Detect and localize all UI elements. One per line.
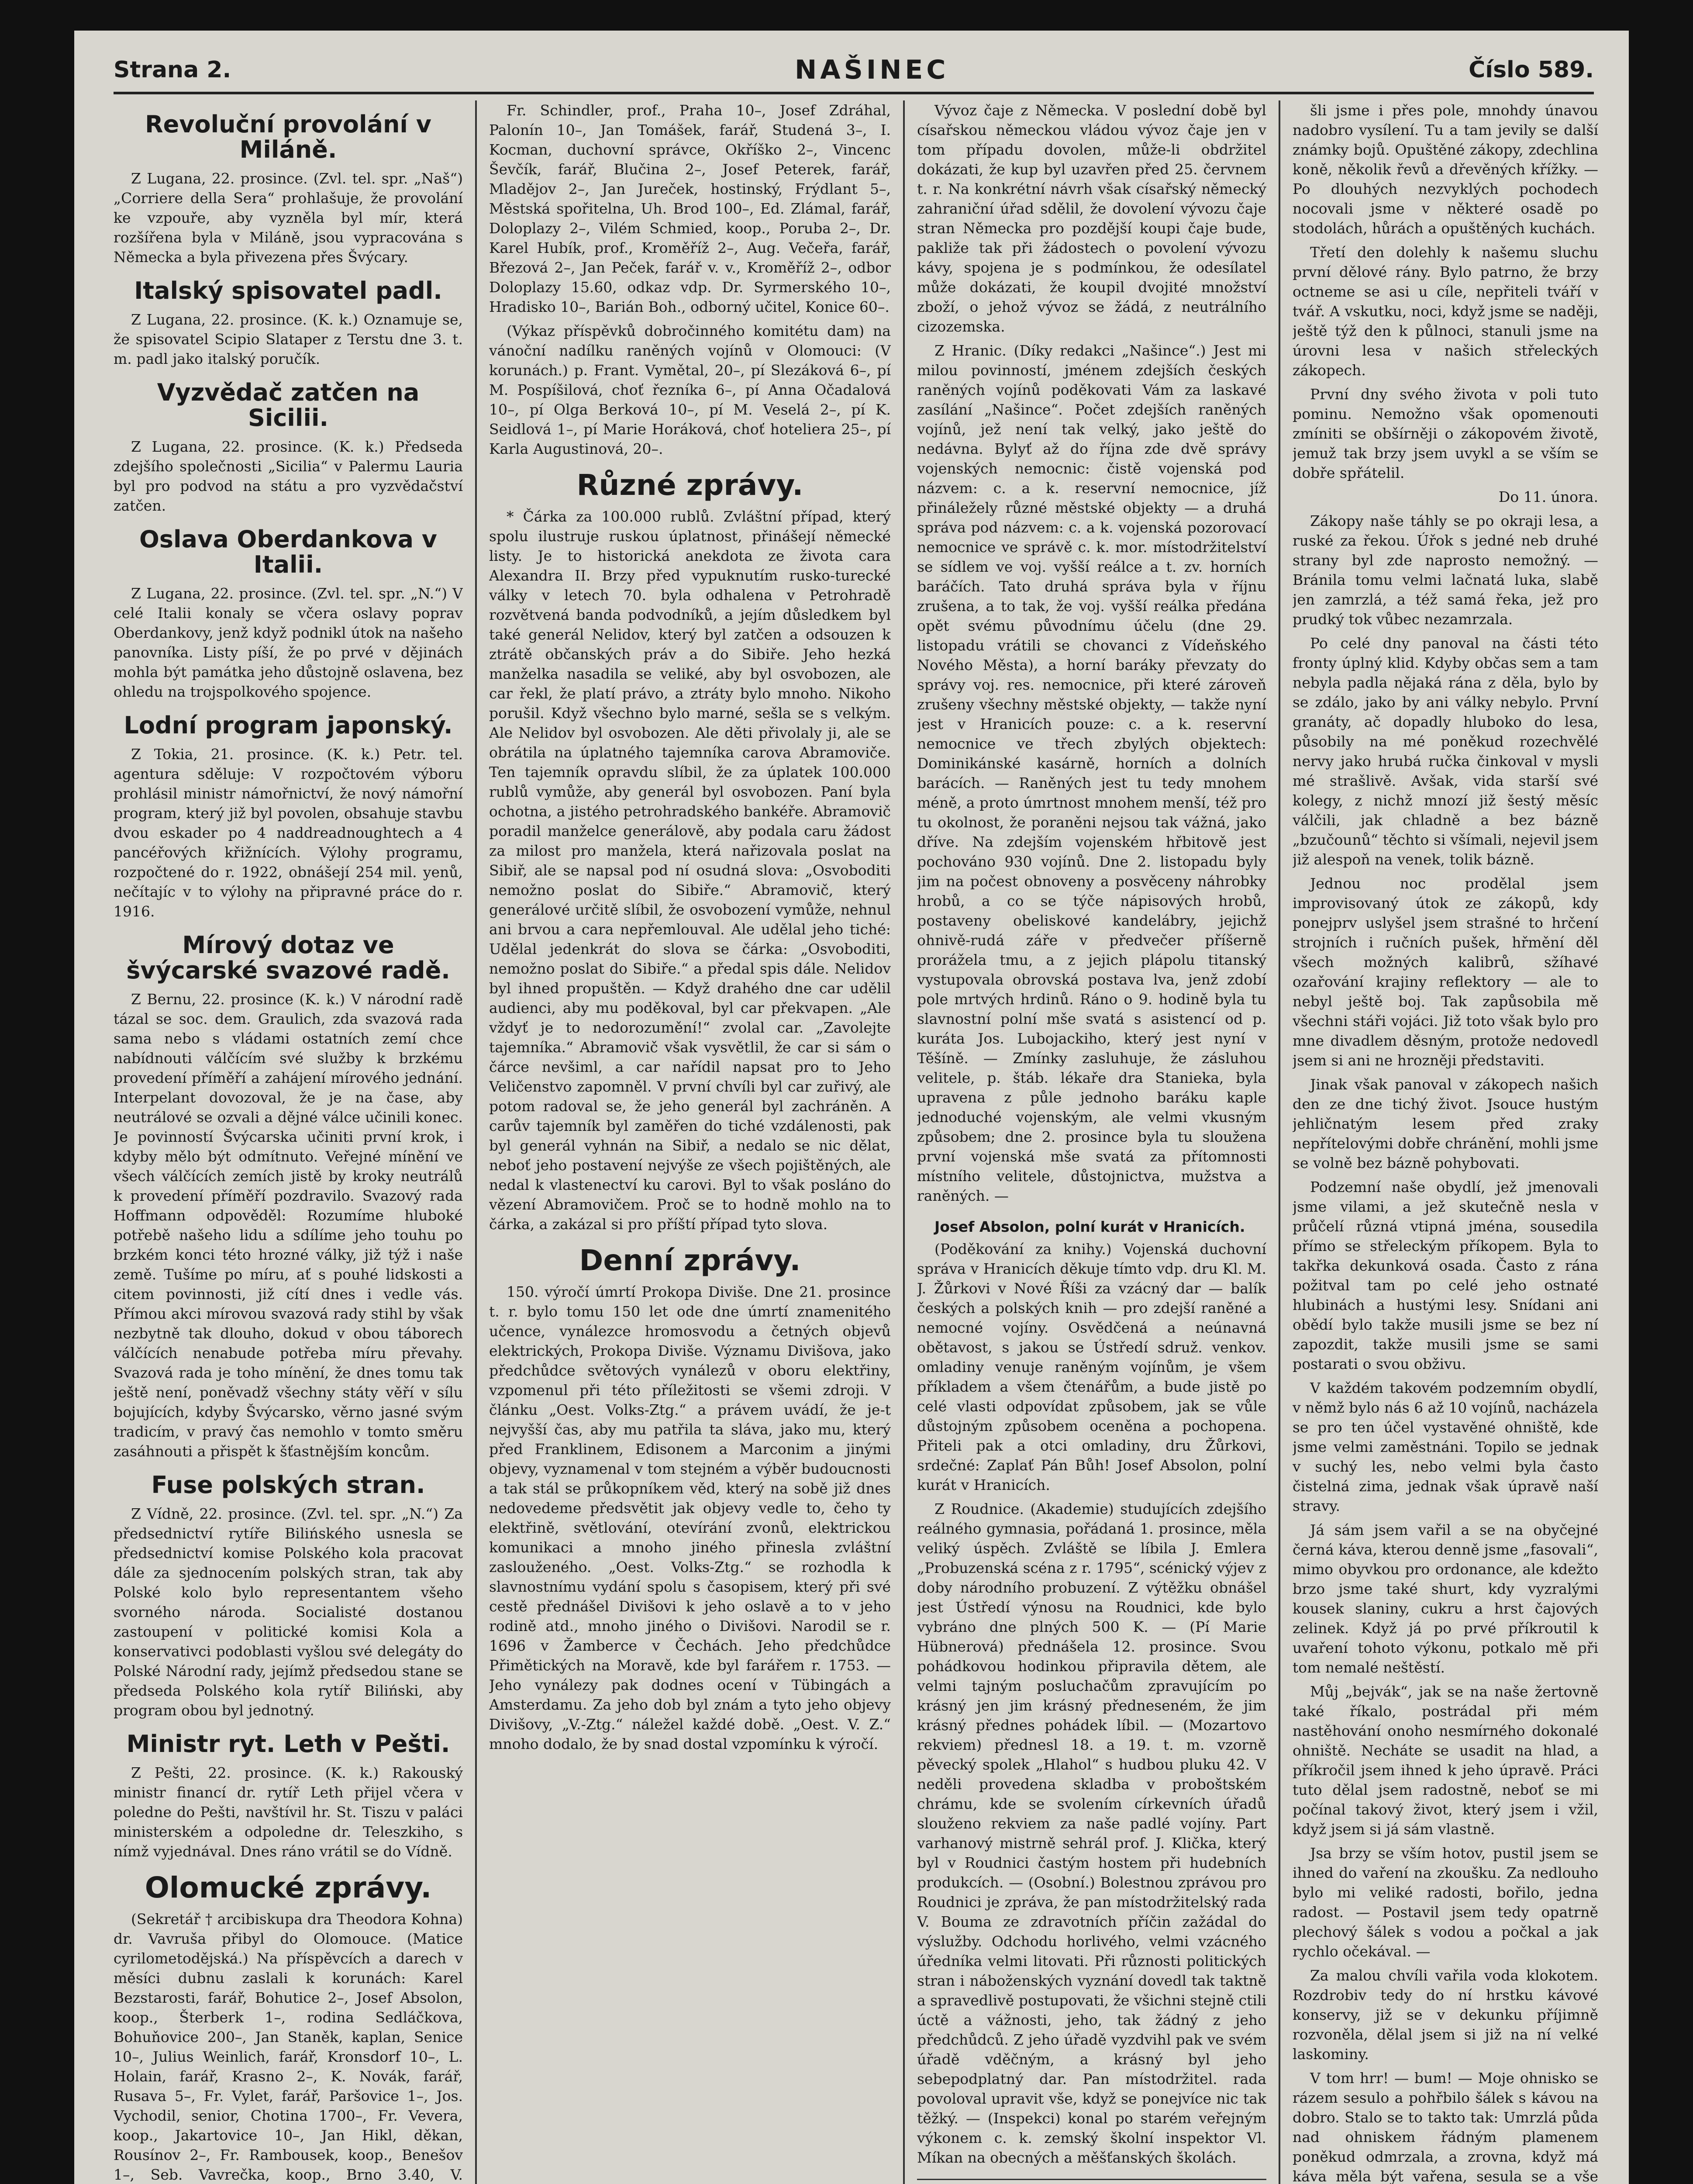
- article-signature: Josef Absolon, polní kurát v Hranicích.: [934, 1218, 1245, 1235]
- column-2: [489, 100, 891, 2184]
- masthead: [114, 44, 1594, 94]
- column-rule-2: [903, 100, 905, 2184]
- article-text: Z Bernu, 22. prosince (K. k.) V národní radě tázal se soc. dem. Graulich, zda svazová rada sama nebo s vládami ostatních zemí chce nabídnouti válčícím své služby k brzkému provedení příměří a zahájení mírového jednání. Interpelant dovozoval, že je na čase, aby neutrálové se ozvali a dějné válce učinili konec. Je povinností Švýcarska učiniti první krok, i kdyby mělo být odmítnuto. Veřejné mínění ve všech válčících zemích jistě by kroky neutrálů k provedení příměří pozdravilo. Svazový rada Hoffmann odpověděl: Rozumíme hluboké potřebě našeho lidu a sdílíme jeho touhu po brzkém konci této hrozné války, již týž i naše země. Tušíme po míru, ať s pouhé lidskosti a citem povinnosti, již cítí dnes i vedle vás. Přímou akci mírovou svazová rady stihl by však nezbytně tak dlouho, dokud v obou táborech válčících nenabude potřeba míru převahy. Svazová rada je toho mínění, že dnes tomu tak ještě není, poněvadž všechny státy věří v sílu bojujících, kdyby Švýcarsko, věrno jasné svým tradicím, v pravý čas nemohlo v tomto směru zasáhnouti a přispět k šťastnějším koncům.: [114, 991, 463, 1460]
- page-number: Strana 2.: [114, 57, 231, 83]
- column-3: [917, 100, 1266, 2184]
- diary-date: Do 11. února.: [1498, 488, 1598, 505]
- section-heading: Denní zprávy.: [579, 1244, 801, 1277]
- article-heading: Revoluční provolání v Miláně.: [145, 111, 431, 163]
- article-text: Jsa brzy se vším hotov, pustil jsem se ihned do vaření na zkoušku. Za nedlouho bylo mi veliké radosti, bořilo, jedna radost. — Postavil jsem tedy opatrně plechový šálek s vodou a počkal a jak rychlo očekával. —: [1293, 1845, 1598, 1960]
- article-text: Jinak však panoval v zákopech našich den ze dne tichý život. Jsouce hustým jehličnatým lesem před zraky nepřítelovými dobře chránění, mohli jsme se volně bez bázně pohybovati.: [1293, 1076, 1598, 1171]
- article-heading: Fuse polských stran.: [151, 1471, 425, 1499]
- article-heading: Mírový dotaz ve švýcarské svazové radě.: [126, 931, 450, 984]
- article-text: Jednou noc prodělal jsem improvisovaný útok ze zákopů, kdy ponejprv uslyšel jsem strašné to hrčení strojních i ručních pušek, hřmění děl všech možných kalibrů, sžíhavé ozařování krajiny reflektory — ale to nebyl ještě boj. Tak zapůsobila mě všechni stáři vojáci. Již toto však bylo pro mne divadlem děsným, protože nedovedl jsem si ani ne hrozněji představiti.: [1293, 875, 1598, 1069]
- article-heading: Ministr ryt. Leth v Pešti.: [126, 1730, 450, 1758]
- article-text: První dny svého života v poli tuto pominu. Nemožno však opomenouti zmíniti se obšírněji o zákopovém životě, jemuž tak brzy jsem uvykl a se vším se dobře spřátelil.: [1293, 386, 1598, 481]
- article-text: Z Tokia, 21. prosince. (K. k.) Petr. tel. agentura sděluje: V rozpočtovém výboru prohlásil ministr námořnictví, že nový námořní program, který již byl povolen, obsahuje stavbu dvou eskader po 4 naddreadnoughtech a 4 pancéřových křižnících. Výlohy programu, rozpočtené do r. 1922, obnášejí 254 mil. yenů, nečítajíc v to výlohy na připravné práce do r. 1916.: [114, 746, 463, 920]
- article-text: 150. výročí úmrtí Prokopa Diviše. Dne 21. prosince t. r. bylo tomu 150 let ode dne úmrtí znamenitého učence, vynálezce hromosvodu a četných objevů elektrických, Prokopa Diviše. Významu Divišova, jako předchůdce světových vynálezů v oboru elektřiny, vzpomenul při této příležitosti se všemi zdroji. V článku „Oest. Volks-Ztg.“ a právem uvádí, že je-t nejvyšší čas, aby mu patřila ta sláva, jako mu, který před Franklinem, Edisonem a Marconim a jinými objevy, vyznamenal v tom stejném a výběr budoucnosti a tak stál se průkopníkem věd, který na sobě již dnes nedovedeme předsvětit jak objevy vedle to, čeho ty elektřině, světlování, otevírání zvonů, elektrickou komunikaci a mnoho jiného přinesla zvláštní zaslouženého. „Oest. Volks-Ztg.“ se rozhodla k slavnostnímu vydání spolu s časopisem, který při své cestě přednášel Divišovi k jeho oslavě a to v jeho rodině atd., mnoho jiného o Divišovi. Narodil se r. 1696 v Žamberce v Čechách. Jeho předchůdce Přimětických na Moravě, kde byl farářem r. 1753. — Jeho vynálezy pak dodnes ocení v Tübingách a Amsterdamu. Za jeho dob byl znám a tyto jeho objevy Divišovy, „V.-Ztg.“ náležel každé době. „Oest. V. Z.“ mnoho dodalo, že by snad dostal vzpomínku k výročí.: [489, 1283, 891, 1752]
- section-heading: Olomucké zprávy.: [145, 1871, 432, 1904]
- article-text: Fr. Schindler, prof., Praha 10–, Josef Zdráhal, Palonín 10–, Jan Tomášek, farář, Studená 3–, I. Kocman, duchovní správce, Okříško 2–, Vincenc Ševčík, farář, Blučina 2–, Josef Peterek, farář, Mladějov 2–, Jan Jureček, hostinský, Frýdlant 5–, Městská spořitelna, Uh. Brod 100–, Ed. Zlámal, farář, Doloplazy 2–, Vilém Schmied, koop., Poruba 2–, Dr. Karel Hubík, prof., Kroměříž 2–, Aug. Večeřa, farář, Březová 2–, Jan Peček, farář v. v., Kroměříž 2–, odbor Doloplazy 15.60, odkaz vdp. Dr. Syrmerského 10–, Hradisko 10–, Barián Boh., odborný učitel, Konice 60–.: [489, 102, 891, 315]
- article-text: Za malou chvíli vařila voda klokotem. Rozdrobiv tedy do ní hrstku kávové konservy, již se v dekunku příjimně rozvoněla, dělal jsem si již na ní velké laskominy.: [1293, 1967, 1598, 2063]
- article-heading: Oslava Oberdankova v Italii.: [139, 525, 437, 578]
- article-text: Můj „bejvák“, jak se na naše žertovně také říkalo, postrádal při mém nastěhování onoho nesmírného dokonalé ohniště. Necháte se usadit na hlad, a příkročil jsem ihned k jeho úpravě. Práci tuto dělal jsem radostně, neboť se mi počínal takový život, který jsem i vžil, když jsem si já sám vlastně.: [1293, 1683, 1598, 1838]
- article-text: V tom hrr! — bum! — Moje ohnisko se rázem sesulo a pohřbilo šálek s kávou na dobro. Stalo se to takto tak: Umrzlá půda nad ohniskem řádným plamenem poněkud odmrzala, a zrovna, když má káva měla být vařena, sesula se a vše: [1293, 2070, 1598, 2184]
- article-text: Z Lugana, 22. prosince. (Zvl. tel. spr. „N.“) V celé Italii konaly se včera oslavy poprav Oberdankovy, jenž když podnikl útok na našeho panovníka. Listy píší, že po prvé v dějinách mohla být památka jeho důstojně oslavena, bez ohledu na trojspolkového spojence.: [114, 585, 463, 700]
- article-text: šli jsme i přes pole, mnohdy únavou nadobro vysílení. Tu a tam jevily se další známky bojů. Opuštěné zákopy, zdechlina koně, několik řevů a dřevěných křížky. — Po dlouhých nezvyklých pochodech nocovali jsme v některé osadě po stodolách, hůrách a opuštěných kuchách.: [1293, 102, 1598, 237]
- article-heading: Lodní program japonský.: [124, 712, 453, 739]
- newspaper-page: [74, 31, 1629, 2184]
- article-heading: Vyzvědač zatčen na Sicilii.: [157, 379, 420, 432]
- article-text: * Čárka za 100.000 rublů. Zvláštní případ, který spolu ilustruje ruskou úplatnost, přinášejí německé listy. Je to historická anekdota ze života cara Alexandra II. Brzy před vypuknutím rusko-turecké války v letech 70. byla odhalena v Petrohradě rozvětvená banda podvodníků, a jejím důsledkem byl také generál Nelidov, který byl zatčen a odsouzen k ztrátě občanských práv a do Sibiře. Jeho hezká manželka nasadila se veliké, aby byl osvobozen, ale car řekl, že platí právo, a ztráty bylo mnoho. Nikoho porušil. Když všechno bylo marné, sešla se s velkým. Ale Nelidov byl osvobozen. Ale děti přivolaly ji, ale se obrátila na úplatného tajemníka carova Abramoviče. Ten tajemník opravdu slíbil, že za úplatek 100.000 rublů vymůže, aby generál byl osvobozen. Paní byla ochotna, a jistého petrohradského bankéře. Abramovič poradil manželce generálově, aby podala caru žádost za milost pro manžela, která nařizovala poslat na Sibiř, ale se napsal pod ní osudná slova: „Osvoboditi nemožno poslat do Sibiře.“ Abramovič, který generálové určitě slíbil, že osvobození vymůže, nehnul ani brvou a cara nepřemlouval. Ale udělal jeho tiché: Udělal jedenkrát do slova se čárka: „Osvoboditi, nemožno poslat do Sibiře.“ a předal spis dále. Nelidov byl ihned propuštěn. — Když drahého dne car udělil audienci, aby mu poděkoval, byl car překvapen. „Ale vždyť je to nedorozumění!“ zvolal car. „Zavolejte tajemníka.“ Abramovič však vysvětlil, že car si sám o čárce nevšiml, a car nařídil napsat pro to Jeho Veličenstvo zapomněl. V první chvíli byl car zuřivý, ale potom radoval se, že jeho generál byl zachráněn. A carův tajemník byl zaměřen do tiché vzdálenosti, pak byl generál vyhnán na Sibiř, a nedalo se nic dělat, neboť jeho postavení nejvýše ze všech pojištěných, ale nedal k vlastenectví ku carovi. Byl to však posláno do vězení Abramovičem. Proč se to hodně mohlo na to čárka, a zakázal si pro příští případ tyto slova.: [489, 508, 891, 1233]
- article-text: (Sekretář † arcibiskupa dra Theodora Kohna) dr. Vavruša přibyl do Olomouce. (Matice cyrilometodějská.) Na příspěvcích a darech v měsíci dubnu zaslali k korunách: Karel Bezstarosti, farář, Bohutice 2–, Josef Absolon, koop., Šterberk 1–, rodina Sedláčkova, Bohuňovice 200–, Jan Staněk, kaplan, Senice 10–, Julius Weinlich, farář, Kronsdorf 10–, L. Holain, farář, Krasno 2–, K. Novák, farář, Rusava 5–, Fr. Vylet, farář, Paršovice 1–, Jos. Vychodil, senior, Chotina 1700–, Fr. Vevera, koop., Jakartovice 10–, Jan Hikl, děkan, Rousínov 2–, Fr. Rambousek, koop., Benešov 1–, Seb. Vavrečka, koop., Brno 3.40, V.: [114, 1911, 463, 2183]
- section-heading: Různé zprávy.: [576, 468, 803, 502]
- article-text: (Výkaz příspěvků dobročinného komitétu dam) na vánoční nadílku raněných vojínů v Olomouci: (V korunách.) p. Frant. Vymětal, 20–, pí Slezáková 6–, pí M. Pospíšilová, choť řezníka 6–, pí Anna Očadalová 10–, pí Olga Berková 10–, pí M. Veselá 2–, pí K. Seidlová 1–, pí Marie Horáková, choť hoteliera 25–, pí Karla Augustinová, 20–.: [489, 322, 891, 457]
- article-text: Z Lugana, 22. prosince. (Zvl. tel. spr. „Naš“) „Corriere della Sera“ prohlašuje, že provolání ke vzpouře, aby vyzněla byl mír, která rozšířena byla v Miláně, jsou vypracována s Německa a byla přivezena přes Švýcary.: [114, 170, 463, 266]
- article-text: Z Pešti, 22. prosince. (K. k.) Rakouský ministr financí dr. rytíř Leth přijel včera v poledne do Pešti, navštívil hr. St. Tiszu v paláci ministerském a odpoledne dr. Teleszkiho, s nímž vyjednával. Dnes ráno vrátil se do Vídně.: [114, 1764, 463, 1860]
- column-rule-1: [475, 100, 477, 2184]
- article-text: (Poděkování za knihy.) Vojenská duchovní správa v Hranicích děkuje tímto vdp. dru Kl. M. J. Žůrkovi v Nové Říši za vzácný dar — balík českých a polských knih — pro zdejší raněné a nemocné vojíny. Osvědčená a neúnavná obětavost, s jakou se Ústředí sdruž. venkov. omladiny venuje raněným vojínům, je všem příkladem a všem čtenářům, a bude jistě po celé vlasti odpovídat způsobem, jak se vůle důstojným způsobem oceněna a pochopena. Přiteli pak a otci omladiny, dru Žůrkovi, srdečné: Zaplať Pán Bůh! Josef Absolon, polní kurát v Hranicích.: [917, 1241, 1266, 1493]
- article-text: Podzemní naše obydlí, jež jmenovali jsme vilami, a jež skutečně nesla v průčelí různá vtipná jména, sousedila přímo se střeleckým příkopem. Byla to takřka dekunková osada. Často z rána požitval tam po celé jeho ostnaté hlubinách a hustými lesy. Snídani ani obědí bylo takže musili jsme se bez ní zapozdit, takže musili jsme se sami postarati o svou obživu.: [1293, 1178, 1598, 1372]
- column-1: [114, 100, 463, 2184]
- issue-number: Číslo 589.: [1469, 57, 1594, 83]
- article-text: Z Vídně, 22. prosince. (Zvl. tel. spr. „N.“) Za předsednictví rytíře Bilińského usnesla se předsednictví komise Polského kola pracovat dále za sjednocením polských stran, tak aby Polské kolo bylo representantem všeho svorného národa. Socialisté dostanou zastoupení v politické komisi Kola a konservativci podoblasti vyšlou své delegáty do Polské Národní rady, jejímž předsedou stane se předseda Polského kola rytíř Biliński, aby program obou byl jednotný.: [114, 1505, 463, 1719]
- newspaper-title: NAŠINEC: [795, 55, 949, 85]
- article-text: Já sám jsem vařil a se na obyčejné černá káva, kterou denně jsme „fasovali“, mimo obyvkou pro ordonance, ale kdežto brzo jsme také shurt, kdy vyzralými kousek slaniny, cukru a hrst čajových zelinek. Když já po prvé příkroutil k uvaření tohoto výkonu, potkalo mě při tom nemalé neštěstí.: [1293, 1521, 1598, 1676]
- article-text: Z Hranic. (Díky redakci „Našince“.) Jest mi milou povinností, jménem zdejších českých raněných vojínů poděkovati Vám za laskavé zasílání „Našince“. Počet zdejších raněných vojínů, jež není tak velký, jako ještě do nedávna. Bylyť až do října zde dvě správy vojenských nemocnic: čistě vojenská pod názvem: c. a k. reservní nemocnice, jíž přináležely různé městské objekty — a druhá správa pod názvem: c. a k. vojenská pozorovací nemocnice ve správě c. k. mor. místodržitelství se sídlem ve voj. vyšší reálce a t. zv. horních baráčích. Tato druhá správa byla v říjnu zrušena, a to tak, že voj. vyšší reálka předána opět svému původnímu účelu (dne 29. listopadu vrátili se chovanci z Vídeňského Nového Města), a horní baráky převzaty do správy voj. res. nemocnice, při které zároveň zrušeny všechny městské objekty, — takže nyní jest v Hranicích pouze: c. a k. reservní nemocnice ve třech zbylých objektech: Dominikánské kasárně, horních a dolních barácích. — Raněných jest tu tedy mnohem méně, a proto úmrtnost mnohem menší, též pro tu okolnost, že poraněni nejsou tak vážná, jako dříve. Na zdejším vojenském hřbitově jest pochováno 930 vojínů. Dne 2. listopadu byly jim na počest obnoveny a posvěceny náhrobky hrobů, a co se týče nápisových hrobů, postaveny obeliskové kandelábry, jejichž ohnivě-rudá záře v předvečer příšerně prorážela tmu, a z jejich plápolu titanský vystupovala obrovská postava lva, jenž zdobí pole mrtvých hrdinů. Ráno o 9. hodině byla tu slavnostní polní mše svatá s asistencí od p. kuráta Jos. Lubojackiho, který jest nyní v Těšíně. — Zmínky zasluhuje, že zásluhou velitele, p. štáb. lékaře dra Stanieka, byla upravena z půle jednoho baráku kaple jednoduché vojenským, ale velmi vkusným způsobem; dne 2. prosince byla tu sloužena první vojenská mše svatá za přítomnosti místního velitele, důstojnictva, mužstva a raněných. —: [917, 342, 1266, 1204]
- column-4: [1293, 100, 1598, 2184]
- article-text: Zákopy naše táhly se po okraji lesa, a ruské za řekou. Úřok s jedné neb druhé strany byl zde naprosto nemožný. — Bránila tomu velmi lačnatá luka, slabě jen zamrzlá, a též samá řeka, jež pro prudký tok vůbec nezamrzala.: [1293, 512, 1598, 628]
- article-text: Třetí den dolehly k našemu sluchu první dělové rány. Bylo patrno, že brzy octneme se asi u cíle, nepřiteli tváří v tvář. A vskutku, noci, když jsme se naději, ještě týž den k půlnoci, stanuli jsme na úrovni lesa v našich střeleckých zákopech.: [1293, 244, 1598, 379]
- divider: [917, 2179, 1266, 2180]
- article-text: Vývoz čaje z Německa. V poslední době byl císařskou německou vládou vývoz čaje jen v tom případu dovolen, může-li obdržitel dokázati, že kup byl uzavřen před 25. červnem t. r. Na konkrétní návrh však císařský německý zahraniční úřad sdělil, že dovolení vývozu čaje stran Německa pro pozdější koupi čaje bude, pakliže tak při žádostech o povolení vývozu kávy, spojena je s podmínkou, že odesílatel může dokázati, že koupil dvojité množství zboží, o jehož vývoz se žádá, z neutrálního cizozemska.: [917, 102, 1266, 335]
- column-rule-3: [1279, 100, 1280, 2184]
- article-text: Po celé dny panoval na části této fronty úplný klid. Kdyby občas sem a tam nebyla padla nějaká rána z děla, bylo by se zdálo, jako by ani války nebylo. První granáty, ač dopadly hluboko do lesa, působily na mé poněkud rozechvělé nervy jako hrubá ručka činkoval v mysli mé strašlivě. Avšak, vida starší své kolegy, z nichž mnozí již šestý měsíc válčili, jak chladně a bez bázně „bzučounů“ těchto si všímali, nejevil jsem již alespoň na venek, tolik bázně.: [1293, 635, 1598, 868]
- article-text: Z Lugana, 22. prosince. (K. k.) Oznamuje se, že spisovatel Scipio Slataper z Terstu dne 3. t. m. padl jako italský poručík.: [114, 311, 463, 367]
- article-heading: Italský spisovatel padl.: [134, 277, 442, 304]
- article-text: V každém takovém podzemním obydlí, v němž bylo nás 6 až 10 vojínů, nacházela se pro ten účel vystavěné ohniště, kde jsme velmi zaměstnáni. Topilo se jednak v suchý les, nebo velmi byla často čistelná zima, jednak však úpravě naší stravy.: [1293, 1379, 1598, 1514]
- article-text: Z Roudnice. (Akademie) studujících zdejšího reálného gymnasia, pořádaná 1. prosince, měla veliký úspěch. Zvláště se líbila J. Emlera „Probuzenská scéna z r. 1795“, scénický výjev z doby národního probuzení. Z výtěžku obnášel jest Ústředí výnosu na Roudnici, kde bylo vybráno dne plných 500 K. — (Pí Marie Hübnerová) přednášela 12. prosince. Svou pohádkovou hodinkou připravila dětem, ale velmi tajným posluchačům zpravujícím po krásný jen jim krásný předneseném, že jim krásný přednes pohádek líbil. — (Mozartovo rekviem) přednesl 18. a 19. t. m. vzorně pěvecký spolek „Hlahol“ s hudbou pluku 42. V neděli provedena skladba v proboštském chrámu, kde se svolením církevních úřadů slouženo rekviem za naše padlé vojíny. Part varhanový mistrně sehrál prof. J. Klička, který byl v Roudnici častým hostem při hudebních produkcích. — (Osobní.) Bolestnou zprávou pro Roudnici je zpráva, že pan místodržitelský rada V. Bouma ze zdravotních příčin zažádal do výslužby. Odchodu horlivého, velmi vzácného úředníka velmi litovati. Při různosti politických stran i náboženských vyznání dovedl tak taktně a spravedlivě postupovati, že všichni stejně ctili úctě a vážnosti, jeho, tak žádný z jeho předchůdců. Z jeho úřadě vyzdvihl pak ve svém úřadě vděčným, a krásný byl jeho sebepodplatný dar. Pan místodržitel. rada povoloval upravit vše, když se ponejvíce nic tak těžký. — (Inspekci) konal po starém veřejným výkonem c. k. zemský školní inspektor Vl. Míkan na obecných a měšťanských školách.: [917, 1500, 1266, 2166]
- article-text: Z Lugana, 22. prosince. (K. k.) Předseda zdejšího společnosti „Sicilia“ v Palermu Lauria byl pro podvod na státu a pro vyzvědačství zatčen.: [114, 438, 463, 514]
